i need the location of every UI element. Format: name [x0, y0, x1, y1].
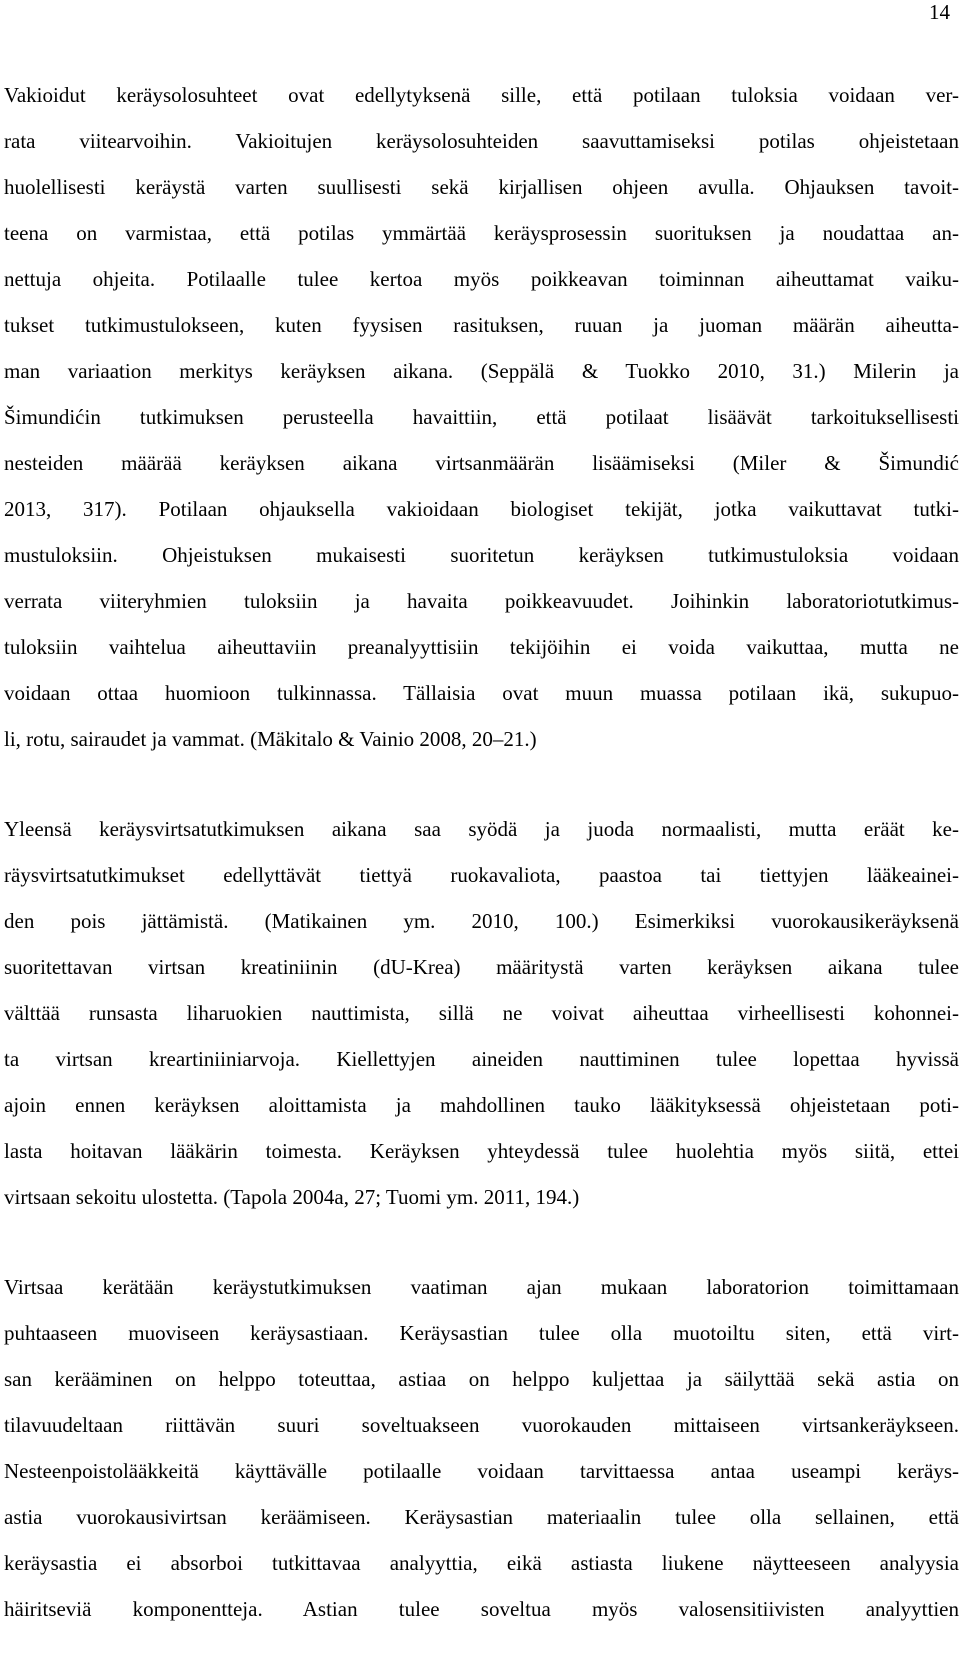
text-line: Yleensä keräysvirtsatutkimuksen aikana saa syödä ja juoda normaalisti, mutta eräät ke-	[4, 817, 959, 841]
text-line: verrata viiteryhmien tuloksiin ja havaita poikkeavuudet. Joihinkin laboratoriotutkimus-	[4, 589, 959, 613]
text-line: teena on varmistaa, että potilas ymmärtää keräysprosessin suorituksen ja noudattaa an-	[4, 221, 959, 245]
paragraph-gap	[4, 762, 959, 806]
text-line: välttää runsasta liharuokien nauttimista, sillä ne voivat aiheuttaa virheellisesti kohonnei-	[4, 1001, 959, 1025]
text-line: häiritseviä komponentteja. Astian tulee soveltua myös valosensitiivisten analyyttien	[4, 1597, 959, 1621]
text-line: den pois jättämistä. (Matikainen ym. 2010, 100.) Esimerkiksi vuorokausikeräyksenä	[4, 909, 959, 933]
page-body	[4, 72, 959, 1632]
text-line: ta virtsan kreartiniiniarvoja. Kiellettyjen aineiden nauttiminen tulee lopettaa hyvissä	[4, 1047, 959, 1071]
text-line: suoritettavan virtsan kreatiniinin (dU-Krea) määritystä varten keräyksen aikana tulee	[4, 955, 959, 979]
paragraph-diet-restrictions	[4, 806, 959, 1220]
text-line: virtsaan sekoitu ulostetta. (Tapola 2004a, 27; Tuomi ym. 2011, 194.)	[4, 1185, 580, 1209]
text-line: li, rotu, sairaudet ja vammat. (Mäkitalo & Vainio 2008, 20–21.)	[4, 727, 537, 751]
text-line: 2013, 317). Potilaan ohjauksella vakioidaan biologiset tekijät, jotka vaikuttavat tutki-	[4, 497, 959, 521]
text-line: astia vuorokausivirtsan keräämiseen. Keräysastian materiaalin tulee olla sellainen, että	[4, 1505, 959, 1529]
text-line: keräysastia ei absorboi tutkittavaa analyyttia, eikä astiasta liukene näytteeseen analyysia	[4, 1551, 959, 1575]
page-number: 14	[929, 0, 950, 24]
text-line: san kerääminen on helppo toteuttaa, astiaa on helppo kuljettaa ja säilyttää sekä astia on	[4, 1367, 959, 1391]
text-line: Šimundićin tutkimuksen perusteella havaittiin, että potilaat lisäävät tarkoituksellisesti	[4, 405, 959, 429]
text-line: Vakioidut keräysolosuhteet ovat edellytyksenä sille, että potilaan tuloksia voidaan ver-	[4, 83, 959, 107]
paragraph-collection-container	[4, 1264, 959, 1632]
text-line: nettuja ohjeita. Potilaalle tulee kertoa myös poikkeavan toiminnan aiheuttamat vaiku-	[4, 267, 959, 291]
paragraph-collection-conditions	[4, 72, 959, 762]
paragraph-gap	[4, 1220, 959, 1264]
text-line: tilavuudeltaan riittävän suuri soveltuakseen vuorokauden mittaiseen virtsankeräykseen.	[4, 1413, 959, 1437]
text-line: nesteiden määrää keräyksen aikana virtsanmäärän lisäämiseksi (Miler & Šimundić	[4, 451, 959, 475]
text-line: tuloksiin vaihtelua aiheuttaviin preanalyyttisiin tekijöihin ei voida vaikuttaa, mutta ne	[4, 635, 959, 659]
text-line: voidaan ottaa huomioon tulkinnassa. Tällaisia ovat muun muassa potilaan ikä, sukupuo-	[4, 681, 959, 705]
text-line: ajoin ennen keräyksen aloittamista ja mahdollinen tauko lääkityksessä ohjeistetaan poti-	[4, 1093, 959, 1117]
text-line: Virtsaa kerätään keräystutkimuksen vaatiman ajan mukaan laboratorion toimittamaan	[4, 1275, 959, 1299]
text-line: Nesteenpoistolääkkeitä käyttävälle potilaalle voidaan tarvittaessa antaa useampi keräys-	[4, 1459, 959, 1483]
text-line: puhtaaseen muoviseen keräysastiaan. Keräysastian tulee olla muotoiltu siten, että virt-	[4, 1321, 959, 1345]
text-line: räysvirtsatutkimukset edellyttävät tiettyä ruokavaliota, paastoa tai tiettyjen lääkeainei-	[4, 863, 959, 887]
text-line: man variaation merkitys keräyksen aikana. (Seppälä & Tuokko 2010, 31.) Milerin ja	[4, 359, 959, 383]
text-line: lasta hoitavan lääkärin toimesta. Keräyksen yhteydessä tulee huolehtia myös siitä, ettei	[4, 1139, 959, 1163]
text-line: mustuloksiin. Ohjeistuksen mukaisesti suoritetun keräyksen tutkimustuloksia voidaan	[4, 543, 959, 567]
text-line: rata viitearvoihin. Vakioitujen keräysolosuhteiden saavuttamiseksi potilas ohjeistetaan	[4, 129, 959, 153]
text-line: tukset tutkimustulokseen, kuten fyysisen rasituksen, ruuan ja juoman määrän aiheutta-	[4, 313, 959, 337]
text-line: huolellisesti keräystä varten suullisesti sekä kirjallisen ohjeen avulla. Ohjauksen tavoit-	[4, 175, 959, 199]
